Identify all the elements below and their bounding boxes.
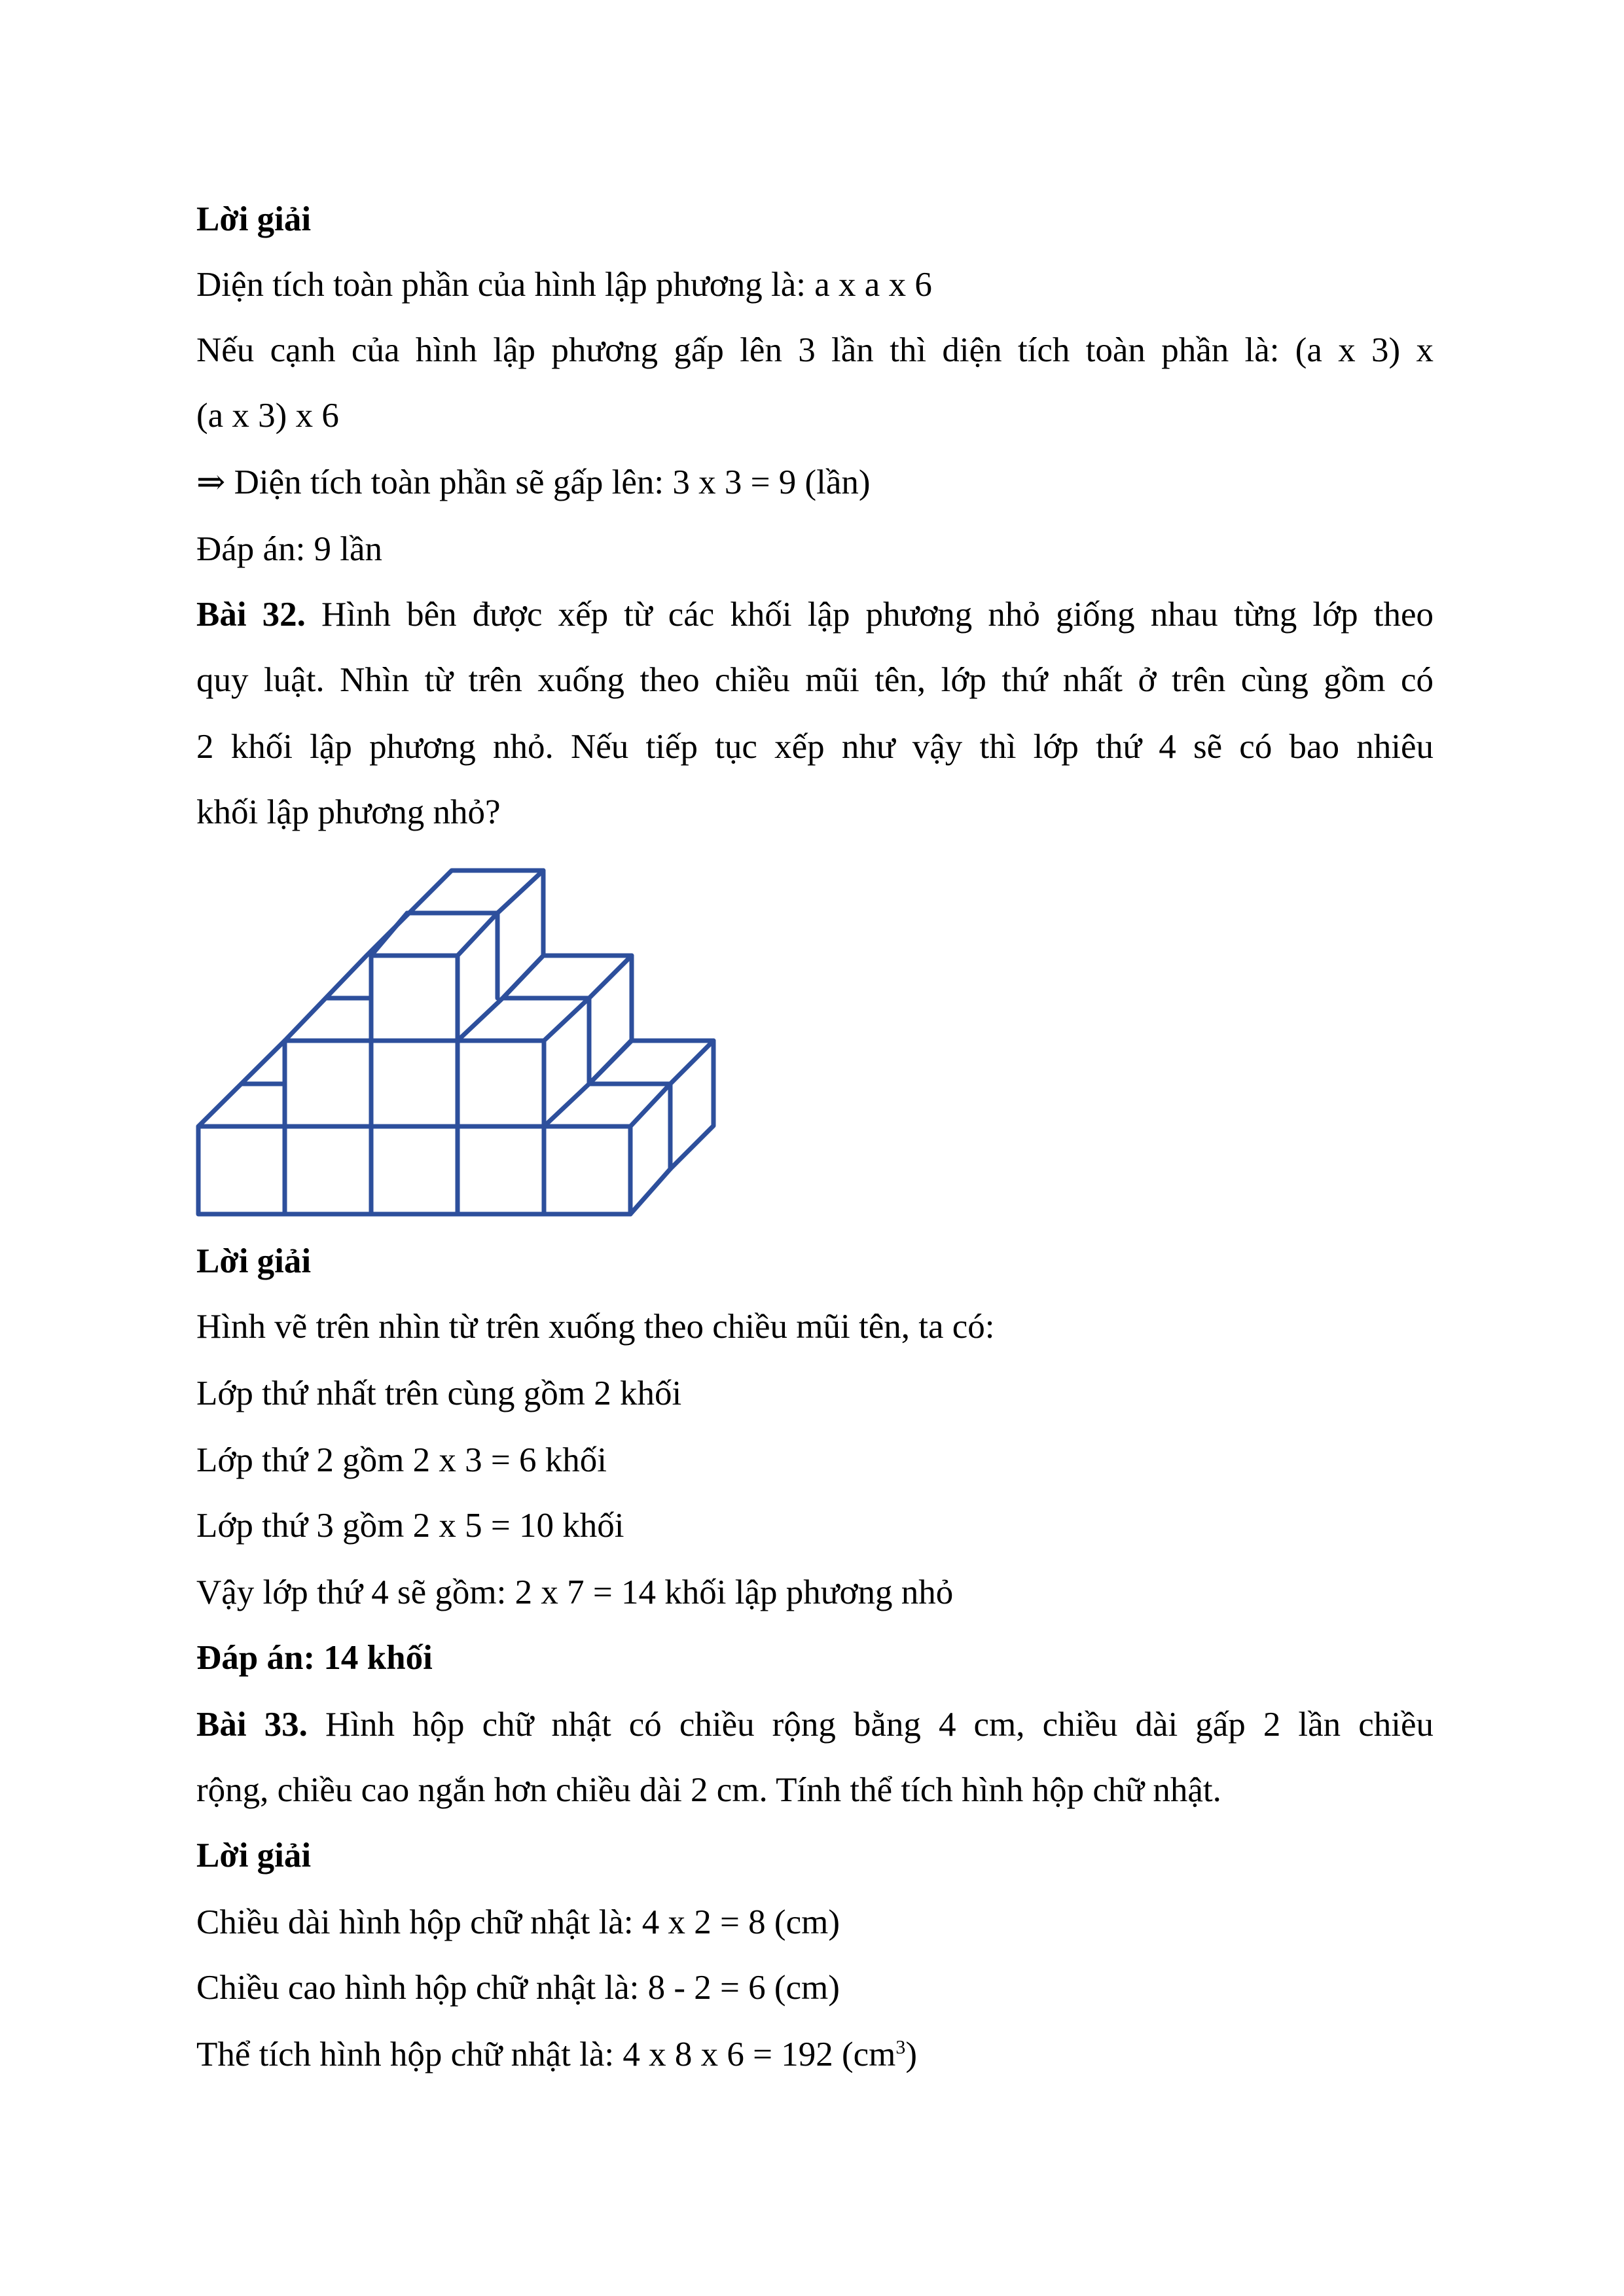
solution-text: (a x 3) x 6 [196,397,339,435]
problem-32-text: khối lập phương nhỏ? [196,793,501,831]
solution-text: Chiều dài hình hộp chữ nhật là: 4 x 2 = 8 (cm) [196,1903,840,1941]
solution-text: Thể tích hình hộp chữ nhật là: 4 x 8 x 6 = 192 $(cm^3)$ [196,2036,918,2073]
solution-answer: Đáp án: 14 khối [196,1639,433,1677]
solution-text: Chiều cao hình hộp chữ nhật là: 8 - 2 = 6 (cm) [196,1969,840,2007]
solution-text: Lớp thứ 2 gồm 2 x 3 = 6 khối [196,1441,607,1479]
solution-text: Vậy lớp thứ 4 sẽ gồm: 2 x 7 = 14 khối lập phương nhỏ [196,1573,954,1611]
problem-32-label: Bài 32. [196,596,306,634]
problem-33-text: rộng, chiều cao ngắn hơn chiều dài 2 cm. Tính thể tích hình hộp chữ nhật. [196,1771,1221,1809]
cube-staircase-figure [190,854,727,1221]
unit-cm: cm [853,2036,896,2073]
problem-32-text: Bài 32. Hình bên được xếp từ các khối lập phương nhỏ giống nhau từng lớp theo [196,596,1434,634]
solution-answer: Đáp án: 9 lần [196,530,383,568]
solution-text: Lớp thứ 3 gồm 2 x 5 = 10 khối [196,1507,624,1545]
solution-heading: Lời giải [196,1242,312,1280]
solution-heading: Lời giải [196,200,312,238]
solution-text: ⇒ Diện tích toàn phần sẽ gấp lên: 3 x 3 = 9 (lần) [196,463,871,501]
solution-text: Hình vẽ trên nhìn từ trên xuống theo chiều mũi tên, ta có: [196,1308,995,1346]
cube-staircase-lines [198,870,713,1214]
problem-32-text: 2 khối lập phương nhỏ. Nếu tiếp tục xếp như vậy thì lớp thứ 4 sẽ có bao nhiêu [196,728,1434,766]
solution-text: Diện tích toàn phần của hình lập phương là: a x a x 6 [196,266,932,304]
problem-33-text: Bài 33. Hình hộp chữ nhật có chiều rộng bằng 4 cm, chiều dài gấp 2 lần chiều [196,1706,1434,1744]
solution-text: Nếu cạnh của hình lập phương gấp lên 3 lần thì diện tích toàn phần là: (a x 3) x [196,331,1434,369]
problem-32-text: quy luật. Nhìn từ trên xuống theo chiều mũi tên, lớp thứ nhất ở trên cùng gồm có [196,661,1434,699]
problem-33-label: Bài 33. [196,1706,308,1744]
solution-text: Lớp thứ nhất trên cùng gồm 2 khối [196,1374,682,1412]
unit-exponent: 3 [895,2036,906,2058]
solution-heading: Lời giải [196,1837,312,1874]
